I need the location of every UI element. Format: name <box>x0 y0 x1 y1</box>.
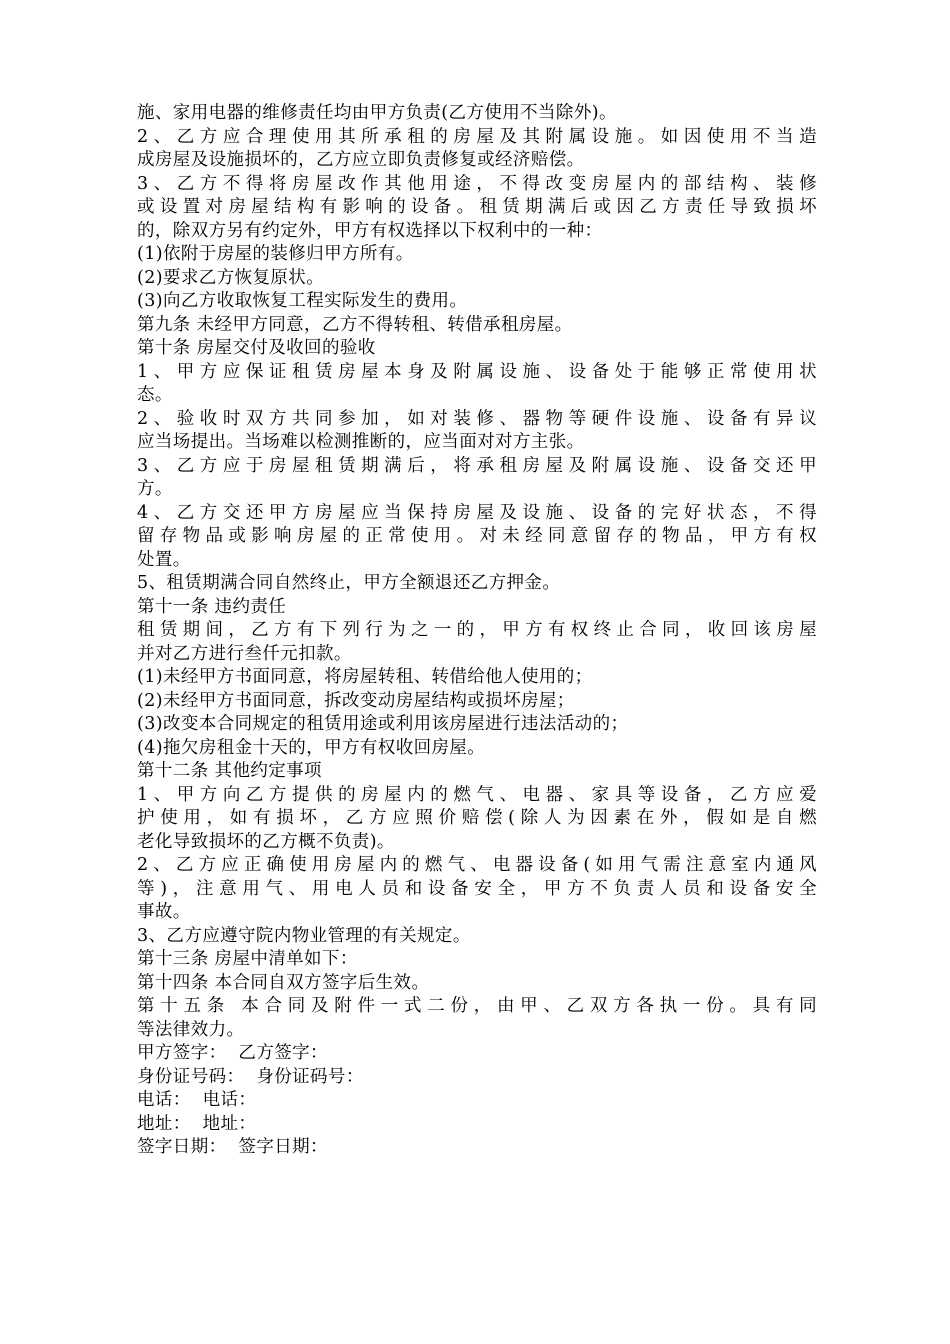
text-line: (2)未经甲方书面同意，拆改变动房屋结构或损坏房屋； <box>137 690 575 711</box>
text-line: 2、验收时双方共同参加，如对装修、器物等硬件设施、设备有异议 <box>137 408 817 429</box>
text-line: 2、乙方应正确使用房屋内的燃气、电器设备(如用气需注意室内通风 <box>137 855 817 875</box>
article-heading: 第十二条 其他约定事项 <box>137 761 322 781</box>
text-line: 租赁期间，乙方有下列行为之一的，甲方有权终止合同，收回该房屋 <box>137 620 817 640</box>
text-line: (4)拖欠房租金十天的，甲方有权收回房屋。 <box>137 737 486 758</box>
id-number-line: 身份证号码： 身份证码号： <box>137 1066 364 1087</box>
text-line: 1、甲方向乙方提供的房屋内的燃气、电器、家具等设备，乙方应爱 <box>137 784 817 805</box>
text-line: (3)向乙方收取恢复工程实际发生的费用。 <box>137 291 468 311</box>
signature-line: 甲方签字： 乙方签字： <box>137 1043 328 1063</box>
phone-line: 电话： 电话： <box>137 1090 257 1110</box>
text-line: (1)依附于房屋的装修归甲方所有。 <box>137 244 414 264</box>
text-line: 留存物品或影响房屋的正常使用。对未经同意留存的物品，甲方有权 <box>137 526 817 546</box>
text-line: 1、甲方应保证租赁房屋本身及附属设施、设备处于能够正常使用状 <box>137 361 817 382</box>
text-line: 护使用，如有损坏，乙方应照价赔偿(除人为因素在外，假如是自燃 <box>137 808 817 828</box>
text-line: 应当场提出。当场难以检测推断的，应当面对对方主张。 <box>137 432 585 452</box>
text-line: 等法律效力。 <box>137 1019 245 1040</box>
article-heading: 第十一条 违约责任 <box>137 596 287 617</box>
text-line: 2、乙方应合理使用其所承租的房屋及其附属设施。如因使用不当造 <box>137 126 817 147</box>
text-line: 或设置对房屋结构有影响的设备。租赁期满后或因乙方责任导致损坏 <box>137 197 817 217</box>
article-heading: 第十条 房屋交付及收回的验收 <box>137 338 376 358</box>
sign-date-line: 签字日期： 签字日期： <box>137 1137 328 1157</box>
text-line: 3、乙方不得将房屋改作其他用途，不得改变房屋内的部结构、装修 <box>137 173 817 194</box>
text-line: 的，除双方另有约定外，甲方有权选择以下权利中的一种： <box>137 220 603 241</box>
article-heading: 第十五条 本合同及附件一式二份，由甲、乙双方各执一份。具有同 <box>137 996 817 1016</box>
article-heading: 第九条 未经甲方同意，乙方不得转租、转借承租房屋。 <box>137 314 573 335</box>
text-line: 施、家用电器的维修责任均由甲方负责(乙方使用不当除外)。 <box>137 103 617 123</box>
text-line: (1)未经甲方书面同意，将房屋转租、转借给他人使用的； <box>137 667 593 687</box>
text-line: 态。 <box>137 385 173 405</box>
text-line: (3)改变本合同规定的租赁用途或利用该房屋进行违法活动的； <box>137 714 629 734</box>
article-heading: 第十三条 房屋中清单如下： <box>137 949 358 969</box>
text-line: 成房屋及设施损坏的，乙方应立即负责修复或经济赔偿。 <box>137 150 585 170</box>
text-line: 处置。 <box>137 549 191 570</box>
text-line: 3、乙方应于房屋租赁期满后，将承租房屋及附属设施、设备交还甲 <box>137 455 817 476</box>
contract-page <box>137 102 817 1160</box>
address-line: 地址： 地址： <box>137 1113 257 1134</box>
text-line: (2)要求乙方恢复原状。 <box>137 267 325 288</box>
text-line: 事故。 <box>137 902 191 922</box>
text-line: 老化导致损坏的乙方概不负责)。 <box>137 831 395 852</box>
text-line: 并对乙方进行叁仟元扣款。 <box>137 643 352 664</box>
text-line: 5、租赁期满合同自然终止，甲方全额退还乙方押金。 <box>137 573 561 593</box>
article-heading: 第十四条 本合同自双方签字后生效。 <box>137 972 430 993</box>
text-line: 方。 <box>137 479 173 499</box>
text-line: 等)，注意用气、用电人员和设备安全，甲方不负责人员和设备安全 <box>137 878 817 899</box>
text-line: 4、乙方交还甲方房屋应当保持房屋及设施、设备的完好状态，不得 <box>137 502 817 523</box>
text-line: 3、乙方应遵守院内物业管理的有关规定。 <box>137 925 471 946</box>
